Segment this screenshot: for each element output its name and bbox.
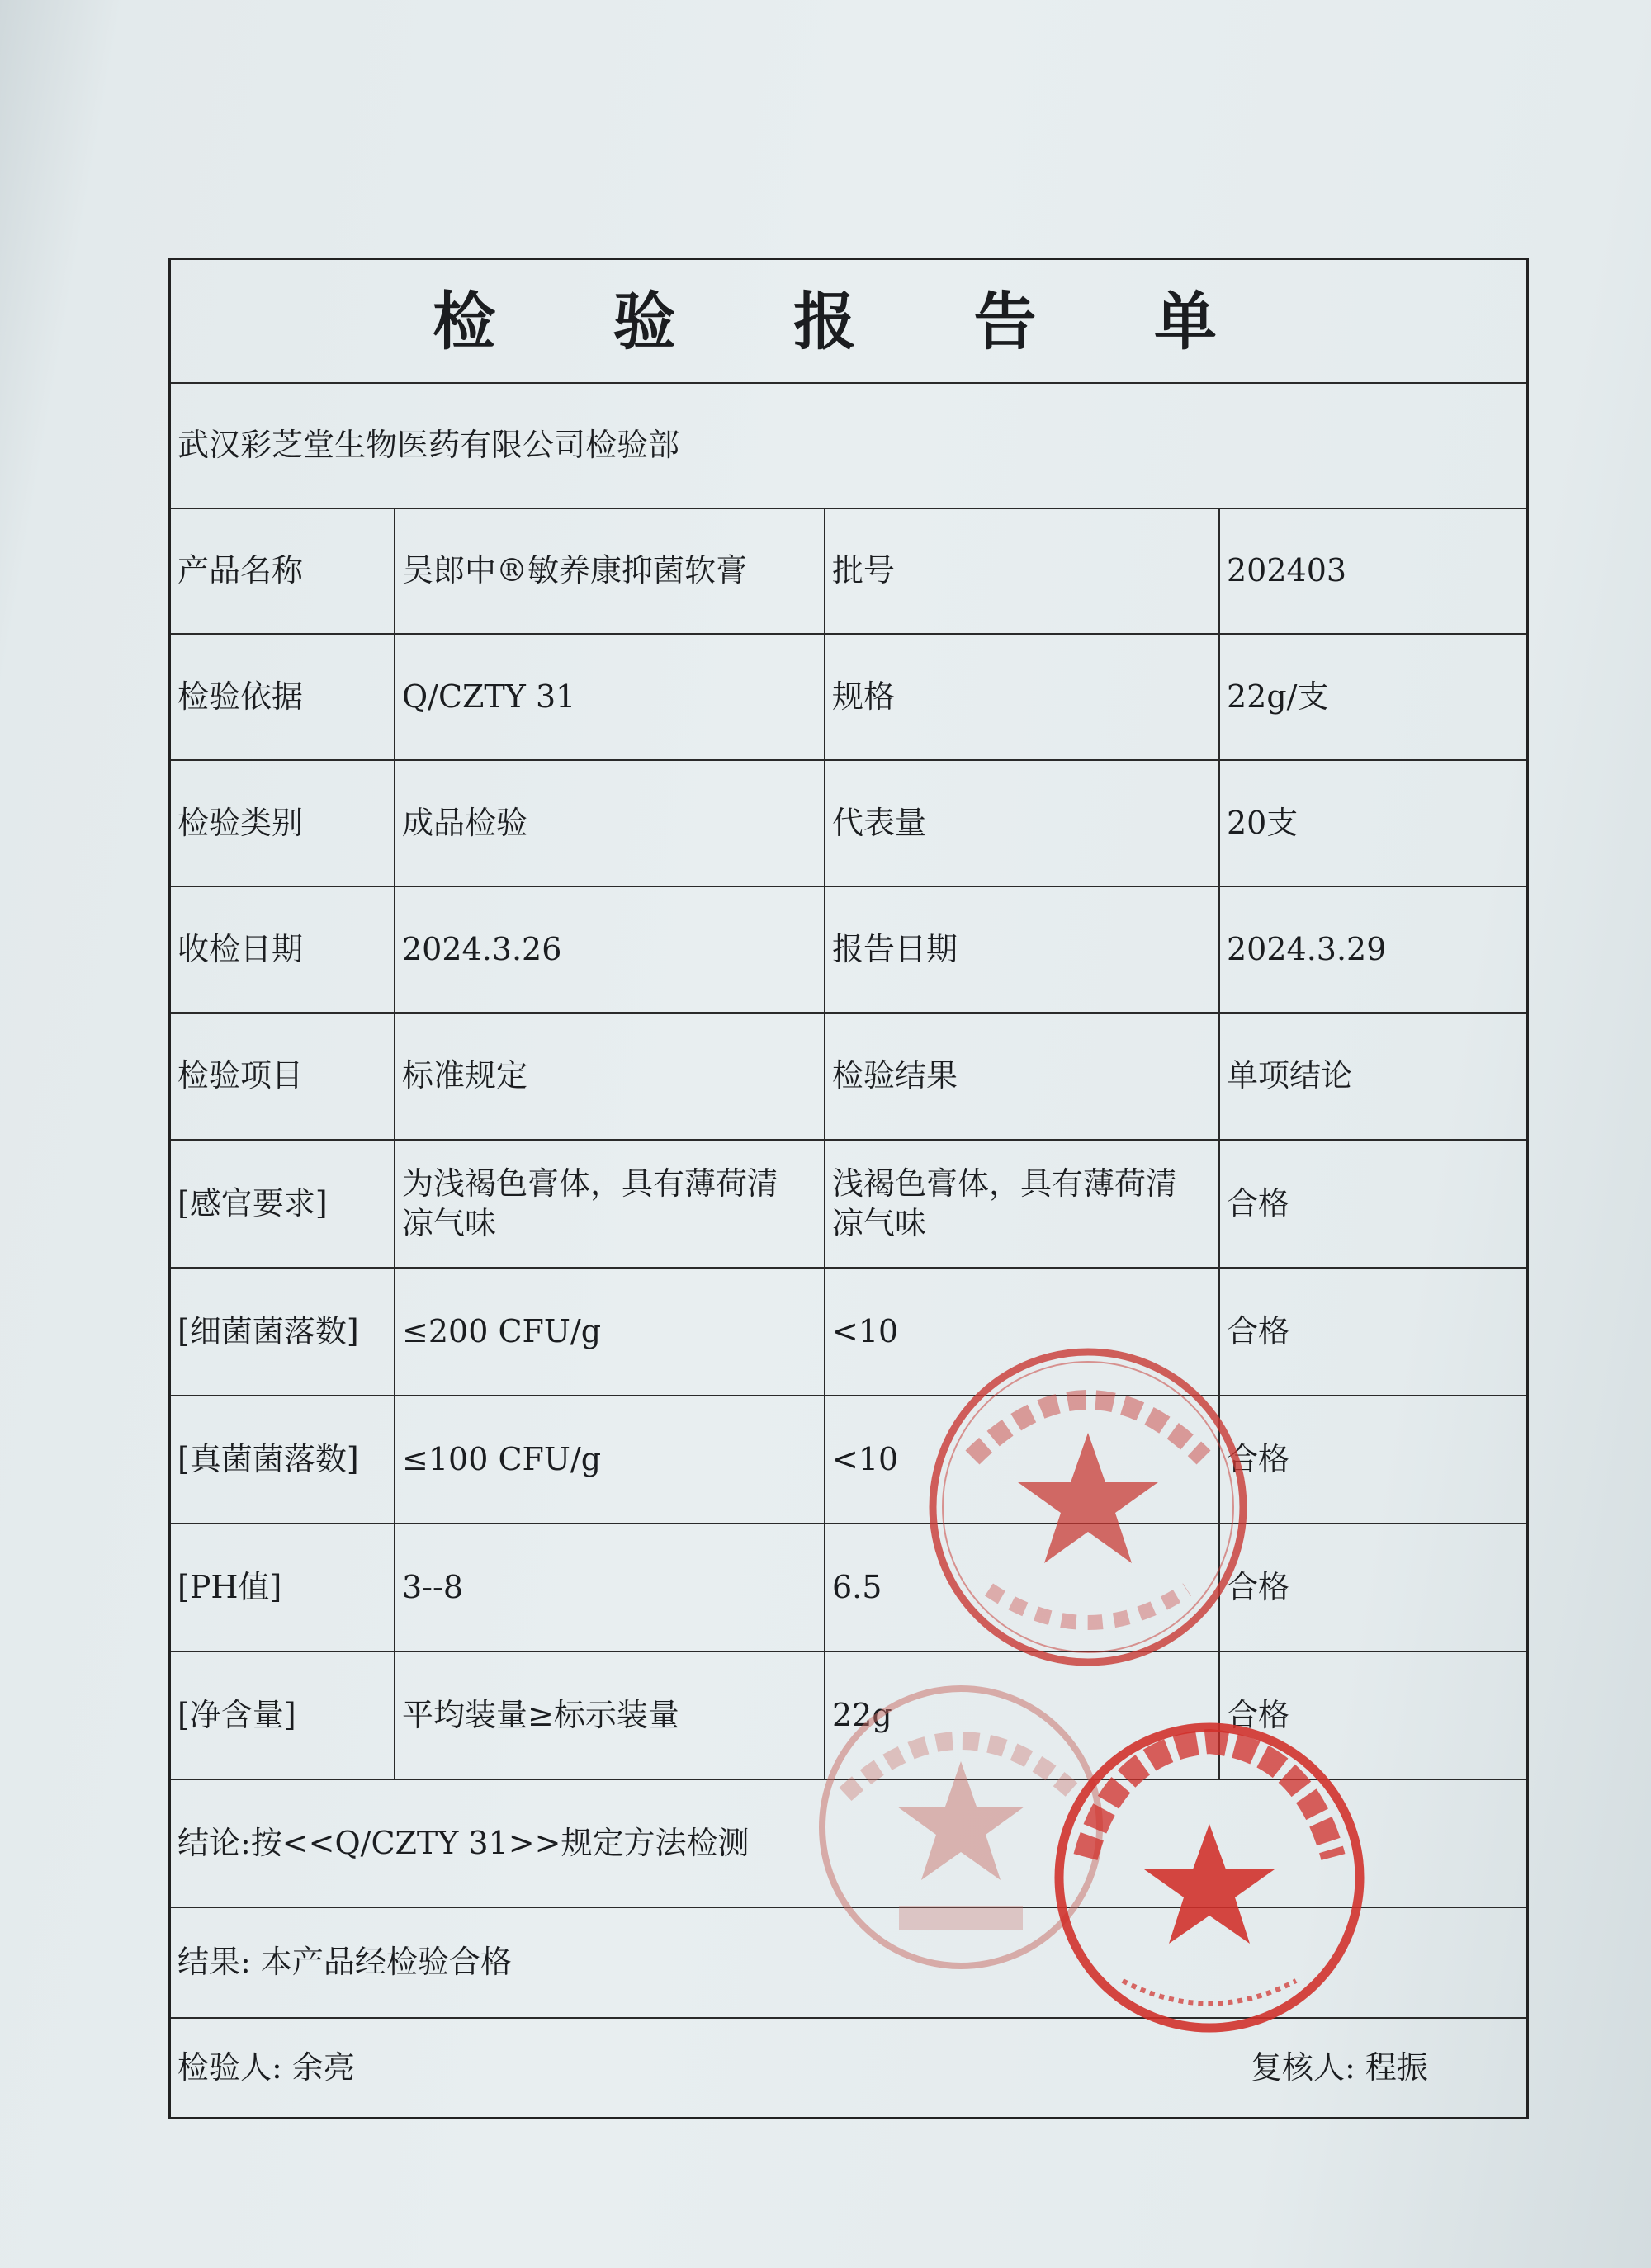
item-conclusion: 合格 — [1227, 1568, 1290, 1605]
header-item: 检验项目 — [171, 1014, 395, 1139]
info-row — [171, 509, 1526, 635]
value-product-name: 吴郎中®敏养康抑菌软膏 — [395, 509, 826, 633]
item-standard: 平均装量≥标示装量 — [395, 1652, 826, 1779]
item-standard: ≤100 CFU/g — [395, 1396, 826, 1523]
organization-name: 武汉彩芝堂生物医药有限公司检验部 — [177, 427, 680, 464]
item-name: [PH值] — [171, 1524, 395, 1651]
reviewer-name: 复核人: 程振 — [1251, 2048, 1428, 2086]
info-row — [171, 635, 1526, 761]
value-batch-number: 202403 — [1227, 552, 1347, 589]
item-result: 浅褐色膏体，具有薄荷清 凉气味 — [826, 1141, 1220, 1267]
label-inspection-basis: 检验依据 — [171, 635, 395, 759]
result-text: 结果: 本产品经检验合格 — [177, 1944, 512, 1981]
item-standard: 3--8 — [395, 1524, 826, 1651]
conclusion-row — [171, 1780, 1526, 1908]
value-specification: 22g/支 — [1227, 678, 1329, 715]
item-standard: ≤200 CFU/g — [395, 1269, 826, 1395]
inspection-report-table — [168, 258, 1529, 2119]
item-conclusion: 合格 — [1227, 1696, 1290, 1733]
item-name: [细菌菌落数] — [171, 1269, 395, 1395]
value-report-date: 2024.3.29 — [1227, 930, 1387, 967]
value-sample-quantity: 20支 — [1227, 804, 1299, 841]
result-row — [171, 1908, 1526, 2019]
test-item-row — [171, 1652, 1526, 1780]
label-batch-number: 批号 — [826, 509, 1220, 633]
label-specification: 规格 — [826, 635, 1220, 759]
test-item-row — [171, 1396, 1526, 1524]
items-header-row — [171, 1014, 1526, 1141]
info-row — [171, 887, 1526, 1014]
item-standard: 为浅褐色膏体，具有薄荷清 凉气味 — [395, 1141, 826, 1267]
header-result: 检验结果 — [826, 1014, 1220, 1139]
item-name: [感官要求] — [171, 1141, 395, 1267]
item-result: 22g — [826, 1652, 1220, 1779]
label-inspection-type: 检验类别 — [171, 761, 395, 886]
header-conclusion: 单项结论 — [1227, 1057, 1353, 1094]
value-receipt-date: 2024.3.26 — [395, 887, 826, 1012]
item-result: 6.5 — [826, 1524, 1220, 1651]
item-conclusion: 合格 — [1227, 1312, 1290, 1349]
label-product-name: 产品名称 — [171, 509, 395, 633]
header-standard: 标准规定 — [395, 1014, 826, 1139]
test-item-row — [171, 1269, 1526, 1396]
title-row — [171, 260, 1526, 384]
inspector-name: 检验人: 余亮 — [177, 2048, 355, 2086]
organization-row — [171, 384, 1526, 509]
value-inspection-basis: Q/CZTY 31 — [395, 635, 826, 759]
item-name: [净含量] — [171, 1652, 395, 1779]
item-conclusion: 合格 — [1227, 1184, 1290, 1221]
label-report-date: 报告日期 — [826, 887, 1220, 1012]
conclusion-text: 结论:按<<Q/CZTY 31>>规定方法检测 — [177, 1824, 750, 1861]
label-sample-quantity: 代表量 — [826, 761, 1220, 886]
test-item-row — [171, 1141, 1526, 1269]
info-row — [171, 761, 1526, 887]
item-name: [真菌菌落数] — [171, 1396, 395, 1523]
report-title: 检 验 报 告 单 — [433, 284, 1265, 358]
item-result: <10 — [826, 1396, 1220, 1523]
label-receipt-date: 收检日期 — [171, 887, 395, 1012]
signature-row — [171, 2019, 1526, 2117]
item-result: <10 — [826, 1269, 1220, 1395]
test-item-row — [171, 1524, 1526, 1652]
value-inspection-type: 成品检验 — [395, 761, 826, 886]
item-conclusion: 合格 — [1227, 1440, 1290, 1477]
